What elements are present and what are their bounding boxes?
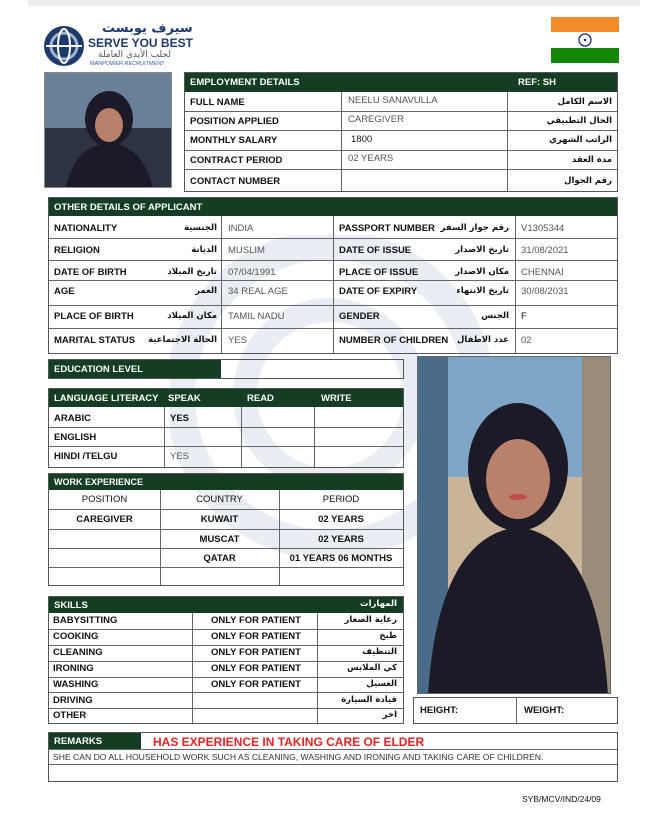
- work-row-2-country: MUSCAT: [199, 534, 240, 545]
- nationality-label: NATIONALITY: [54, 223, 118, 234]
- skill-babysitting: BABYSITTING: [53, 615, 118, 626]
- place-of-issue-value: CHENNAI: [521, 267, 564, 278]
- company-logo: [42, 22, 192, 70]
- language-arabic: ARABIC: [54, 413, 91, 424]
- remarks-header: [49, 733, 141, 749]
- position-col-header: POSITION: [81, 494, 128, 505]
- applicant-portrait-icon: [45, 73, 172, 188]
- dob-label: DATE OF BIRTH: [54, 267, 127, 278]
- applicant-photo-small: [44, 72, 172, 188]
- education-row: [48, 359, 404, 379]
- skills-title-ar: المهارات: [360, 599, 397, 609]
- write-col-header: WRITE: [321, 393, 352, 404]
- full-name-label: FULL NAME: [190, 97, 245, 108]
- date-of-issue-ar: تاريخ الاصدار: [455, 245, 509, 255]
- skill-driving-ar: قيادة السيارة: [341, 695, 397, 705]
- skill-washing: WASHING: [53, 679, 99, 690]
- top-strip: [28, 0, 640, 6]
- position-label: POSITION APPLIED: [190, 116, 279, 127]
- applicant-full-portrait-icon: [418, 357, 611, 694]
- date-of-expiry-label: DATE OF EXPIRY: [339, 286, 418, 297]
- other-details-title: OTHER DETAILS OF APPLICANT: [54, 202, 203, 213]
- skill-ironing-ar: كي الملابس: [347, 663, 397, 673]
- employment-table: [184, 72, 618, 192]
- contract-ar: مدة العقد: [571, 155, 612, 165]
- other-details-table: [48, 197, 618, 354]
- work-row-1-position: CAREGIVER: [76, 514, 133, 525]
- place-of-birth-value: TAMIL NADU: [228, 311, 285, 322]
- language-table: [48, 388, 404, 468]
- language-english: ENGLISH: [54, 432, 97, 443]
- religion-value: MUSLIM: [228, 245, 265, 256]
- dob-value: 07/04/1991: [228, 267, 276, 278]
- skill-cleaning: CLEANING: [53, 647, 103, 658]
- skill-driving: DRIVING: [53, 695, 93, 706]
- contact-ar: رقم الجوال: [564, 176, 612, 186]
- full-name-ar: الاسم الكامل: [557, 97, 612, 107]
- skill-babysitting-ar: رعاية الصغار: [344, 615, 397, 625]
- language-header: [49, 389, 403, 407]
- speak-col-header: SPEAK: [168, 393, 201, 404]
- skill-cooking: COOKING: [53, 631, 99, 642]
- period-col-header: PERIOD: [322, 494, 360, 505]
- salary-label: MONTHLY SALARY: [190, 135, 278, 146]
- brand-arabic: سيرف يوبست: [102, 21, 193, 36]
- children-value: 02: [521, 335, 532, 346]
- work-experience-header: [49, 474, 403, 490]
- work-row-3-country: QATAR: [203, 553, 236, 564]
- children-label: NUMBER OF CHILDREN: [339, 335, 449, 346]
- remarks-box: [48, 732, 618, 782]
- hindi-speak: YES: [170, 451, 190, 462]
- skill-cooking-value: ONLY FOR PATIENT: [211, 631, 301, 642]
- passport-ar: رقم جواز السفر: [440, 223, 509, 233]
- education-title: EDUCATION LEVEL: [54, 364, 144, 375]
- passport-label: PASSPORT NUMBER: [339, 223, 435, 234]
- age-label: AGE: [54, 286, 75, 297]
- work-experience-title: WORK EXPERIENCE: [54, 477, 144, 487]
- work-row-1-country: KUWAIT: [200, 514, 239, 525]
- skill-washing-value: ONLY FOR PATIENT: [211, 679, 301, 690]
- employment-header: [185, 73, 617, 92]
- religion-label: RELIGION: [54, 245, 100, 256]
- marital-status-ar: الحالة الاجتماعية: [148, 335, 217, 345]
- nationality-ar: الجنسية: [184, 223, 217, 233]
- date-of-issue-label: DATE OF ISSUE: [339, 245, 412, 256]
- date-of-expiry-ar: تاريخ الانتهاء: [456, 286, 509, 296]
- brand-sub: MANPOWER RECRUITMENT: [90, 61, 165, 67]
- place-of-issue-label: PLACE OF ISSUE: [339, 267, 419, 278]
- skill-washing-ar: الغسيل: [366, 679, 397, 689]
- salary-ar: الراتب الشهري: [549, 135, 612, 145]
- language-col-header: LANGUAGE LITERACY: [54, 393, 159, 404]
- position-ar: الحال التطبيقي: [546, 116, 612, 126]
- marital-status-value: YES: [228, 335, 248, 346]
- applicant-photo-large: [417, 356, 611, 694]
- skill-other: OTHER: [53, 710, 87, 721]
- skills-table: [48, 596, 404, 724]
- contact-label: CONTACT NUMBER: [190, 176, 281, 187]
- education-header: [49, 360, 221, 378]
- salary-value: 1800: [351, 134, 373, 145]
- skill-other-ar: اخر: [382, 710, 397, 720]
- children-ar: عدد الاطفال: [457, 335, 509, 345]
- measurements-row: [413, 697, 618, 724]
- place-of-birth-label: PLACE OF BIRTH: [54, 311, 134, 322]
- country-col-header: COUNTRY: [196, 494, 243, 505]
- arabic-speak: YES: [170, 413, 190, 424]
- work-row-1-period: 02 YEARS: [318, 514, 364, 525]
- other-details-header: [49, 198, 617, 216]
- nationality-value: INDIA: [228, 223, 254, 234]
- height-label: HEIGHT:: [420, 705, 458, 716]
- read-col-header: READ: [247, 393, 274, 404]
- age-ar: العمر: [195, 286, 217, 296]
- brand-arabic-sub: لجلب الأيدي العاملة: [98, 50, 171, 60]
- skill-cooking-ar: طبخ: [379, 631, 397, 641]
- full-name-value: NEELU SANAVULLA: [348, 95, 438, 106]
- globe-logo-icon: [42, 24, 86, 68]
- remarks-text: SHE CAN DO ALL HOUSEHOLD WORK SUCH AS CLEANING, WASHING AND IRONING AND TAKING CARE OF CHILDREN.: [53, 752, 544, 762]
- document-code: SYB/MCV/IND/24/09: [522, 794, 601, 804]
- dob-ar: تاريخ الميلاد: [167, 267, 217, 277]
- age-value: 34 REAL AGE: [228, 286, 288, 297]
- gender-label: GENDER: [339, 311, 380, 322]
- remarks-highlight: HAS EXPERIENCE IN TAKING CARE OF ELDER: [153, 735, 425, 749]
- place-of-issue-ar: مكان الاصدار: [455, 267, 509, 277]
- work-experience-table: [48, 473, 404, 586]
- date-of-issue-value: 31/08/2021: [521, 245, 569, 256]
- weight-label: WEIGHT:: [524, 705, 565, 716]
- place-of-birth-ar: مكان الميلاد: [167, 311, 217, 321]
- contract-value: 02 YEARS: [348, 153, 394, 164]
- skill-babysitting-value: ONLY FOR PATIENT: [211, 615, 301, 626]
- employment-title: EMPLOYMENT DETAILS: [190, 77, 300, 88]
- work-row-3-period: 01 YEARS 06 MONTHS: [289, 553, 393, 564]
- work-row-2-period: 02 YEARS: [318, 534, 364, 545]
- position-value: CAREGIVER: [348, 114, 404, 125]
- skills-title: SKILLS: [54, 600, 88, 611]
- passport-value: V1305344: [521, 223, 565, 234]
- religion-ar: الديانة: [191, 245, 217, 255]
- skill-ironing-value: ONLY FOR PATIENT: [211, 663, 301, 674]
- skills-header: [49, 597, 403, 613]
- date-of-expiry-value: 30/08/2031: [521, 286, 569, 297]
- gender-value: F: [521, 311, 527, 322]
- brand-name: SERVE YOU BEST: [88, 36, 193, 50]
- skill-cleaning-ar: التنظيف: [362, 647, 397, 657]
- marital-status-label: MARITAL STATUS: [54, 335, 136, 346]
- contract-label: CONTRACT PERIOD: [190, 155, 283, 166]
- skill-ironing: IRONING: [53, 663, 94, 674]
- language-hindi: HINDI /TELGU: [54, 451, 118, 462]
- ref-code: REF: SH: [518, 77, 556, 88]
- remarks-title: REMARKS: [54, 736, 103, 747]
- skill-cleaning-value: ONLY FOR PATIENT: [211, 647, 301, 658]
- india-flag-icon: [551, 17, 619, 63]
- gender-ar: الجنس: [481, 311, 509, 321]
